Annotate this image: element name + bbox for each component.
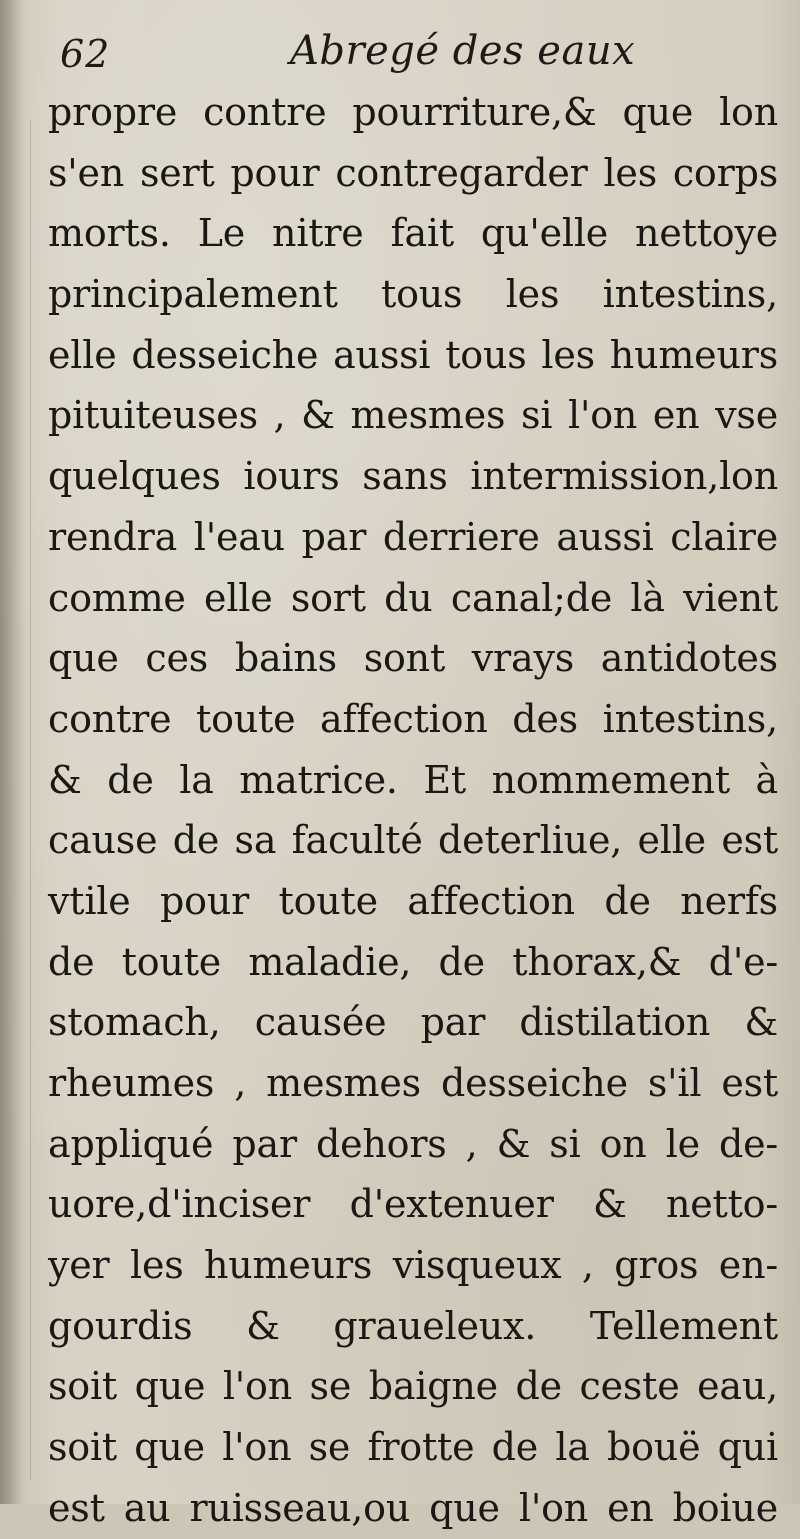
- page-edge-line: [30, 120, 31, 1480]
- text-line: stomach, causée par distilation &: [48, 1000, 778, 1045]
- body-text: [48, 82, 778, 1539]
- text-line: uore,d'inciser d'extenuer & netto-: [48, 1182, 778, 1227]
- text-line: gourdis & graueleux. Tellement: [48, 1303, 778, 1348]
- text-line: que ces bains sont vrays antidotes: [48, 636, 778, 681]
- text-line: rendra l'eau par derriere aussi claire: [48, 514, 778, 559]
- text-line: vtile pour toute affection de nerfs: [48, 878, 778, 923]
- text-line: est au ruisseau,ou que l'on en boiue: [48, 1485, 778, 1530]
- text-line: quelques iours sans intermission,lon: [48, 454, 778, 499]
- text-line: elle desseiche aussi tous les humeurs: [48, 332, 778, 377]
- text-line: de toute maladie, de thorax,& d'e-: [48, 939, 778, 984]
- text-line: principalement tous les intestins,: [48, 272, 778, 317]
- text-line: appliqué par dehors , & si on le de-: [48, 1121, 778, 1166]
- text-line: soit que l'on se baigne de ceste eau,: [48, 1364, 778, 1409]
- text-line: s'en sert pour contregarder les corps: [48, 150, 778, 195]
- text-line: rheumes , mesmes desseiche s'il est: [48, 1061, 778, 1105]
- text-line: yer les humeurs visqueux , gros en-: [48, 1243, 778, 1288]
- running-head: Abregé des eaux: [290, 28, 636, 74]
- text-line: cause de sa faculté deterliue, elle est: [48, 818, 778, 863]
- text-line: soit que l'on se frotte de la bouë qui: [48, 1425, 778, 1470]
- text-line: morts. Le nitre fait qu'elle nettoye: [48, 211, 778, 256]
- text-line: propre contre pourriture,& que lon: [48, 90, 778, 134]
- text-line: contre toute affection des intestins,: [48, 696, 778, 741]
- text-line: & de la matrice. Et nommement à: [48, 757, 778, 802]
- page-gutter-shadow: [0, 0, 26, 1504]
- text-line: comme elle sort du canal;de là vient: [48, 575, 778, 620]
- text-line: pituiteuses , & mesmes si l'on en vse: [48, 393, 778, 438]
- page-number: 62: [60, 32, 111, 76]
